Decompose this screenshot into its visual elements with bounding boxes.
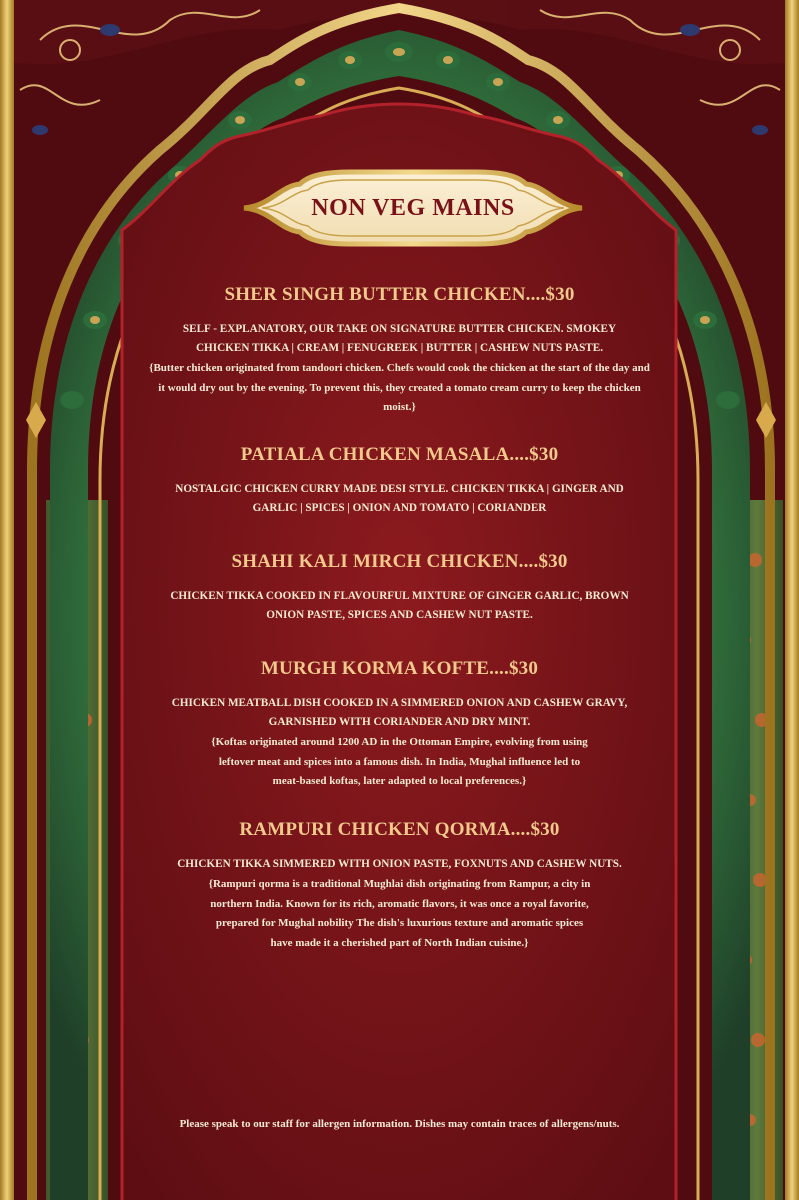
dish-description-line: CHICKEN TIKKA | CREAM | FENUGREEK | BUTTER | CASHEW NUTS PASTE. — [195, 342, 604, 354]
menu-item — [130, 819, 669, 953]
dish-note-line: northern India. Known for its rich, aromatic flavors, it was once a royal favorite, — [210, 897, 589, 910]
dish-description — [145, 855, 655, 874]
dish-description-line: SELF - EXPLANATORY, OUR TAKE ON SIGNATURE BUTTER CHICKEN. SMOKEY — [182, 323, 617, 335]
dish-name: MURGH KORMA KOFTE....$30 — [260, 658, 539, 679]
dish-description-line: CHICKEN TIKKA COOKED IN FLAVOURFUL MIXTURE OF GINGER GARLIC, BROWN — [170, 590, 629, 602]
dish-description — [145, 320, 655, 358]
dish-note-line: it would dry out by the evening. To prevent this, they created a tomato cream curry to keep the chicken — [158, 381, 641, 394]
dish-description-line: GARNISHED WITH CORIANDER AND DRY MINT. — [268, 716, 531, 728]
menu-item — [130, 658, 669, 792]
dish-note-line: leftover meat and spices into a famous dish. In India, Mughal influence led to — [218, 755, 581, 768]
menu-item — [130, 444, 669, 518]
dish-note-line: {Rampuri qorma is a traditional Mughlai dish originating from Rampur, a city in — [208, 878, 591, 890]
dish-description-line: GARLIC | SPICES | ONION AND TOMATO | CORIANDER — [252, 502, 547, 514]
dish-description — [145, 587, 655, 625]
dish-history-note — [130, 359, 669, 418]
dish-note-line: {Koftas originated around 1200 AD in the Ottoman Empire, evolving from using — [211, 736, 588, 748]
dish-name: SHAHI KALI MIRCH CHICKEN....$30 — [231, 551, 568, 572]
menu-item — [130, 284, 669, 418]
dish-note-line: prepared for Mughal nobility The dish's luxurious texture and aromatic spices — [215, 917, 584, 929]
dish-description-line: CHICKEN MEATBALL DISH COOKED IN A SIMMERED ONION AND CASHEW GRAVY, — [171, 697, 628, 709]
dish-name: SHER SINGH BUTTER CHICKEN....$30 — [224, 284, 575, 305]
left-gold-border — [0, 0, 14, 1200]
dish-description-line: CHICKEN TIKKA SIMMERED WITH ONION PASTE, FOXNUTS AND CASHEW NUTS. — [177, 858, 622, 870]
dish-name: PATIALA CHICKEN MASALA....$30 — [240, 444, 559, 465]
dish-note-line: have made it a cherished part of North Indian cuisine.} — [270, 936, 529, 949]
dish-history-note — [130, 875, 669, 953]
dish-description-line: ONION PASTE, SPICES AND CASHEW NUT PASTE. — [266, 609, 533, 621]
dish-note-line: {Butter chicken originated from tandoori chicken. Chefs would cook the chicken at the start of the day and — [149, 362, 650, 374]
dish-name: RAMPURI CHICKEN QORMA....$30 — [239, 819, 560, 840]
dish-note-line: meat-based koftas, later adapted to local preferences.} — [272, 775, 527, 787]
dish-description — [145, 694, 655, 732]
title-plate — [240, 166, 586, 250]
dish-description — [145, 480, 655, 518]
menu-item — [130, 551, 669, 625]
dish-description-line: NOSTALGIC CHICKEN CURRY MADE DESI STYLE. CHICKEN TIKKA | GINGER AND — [175, 483, 624, 495]
dish-note-line: moist.} — [383, 401, 416, 413]
menu-content — [130, 0, 669, 1200]
right-gold-border — [785, 0, 799, 1200]
menu-section-title: NON VEG MAINS — [311, 195, 515, 221]
dish-history-note — [130, 733, 669, 792]
allergen-notice: Please speak to our staff for allergen information. Dishes may contain traces of allergens/nuts. — [179, 1118, 620, 1130]
